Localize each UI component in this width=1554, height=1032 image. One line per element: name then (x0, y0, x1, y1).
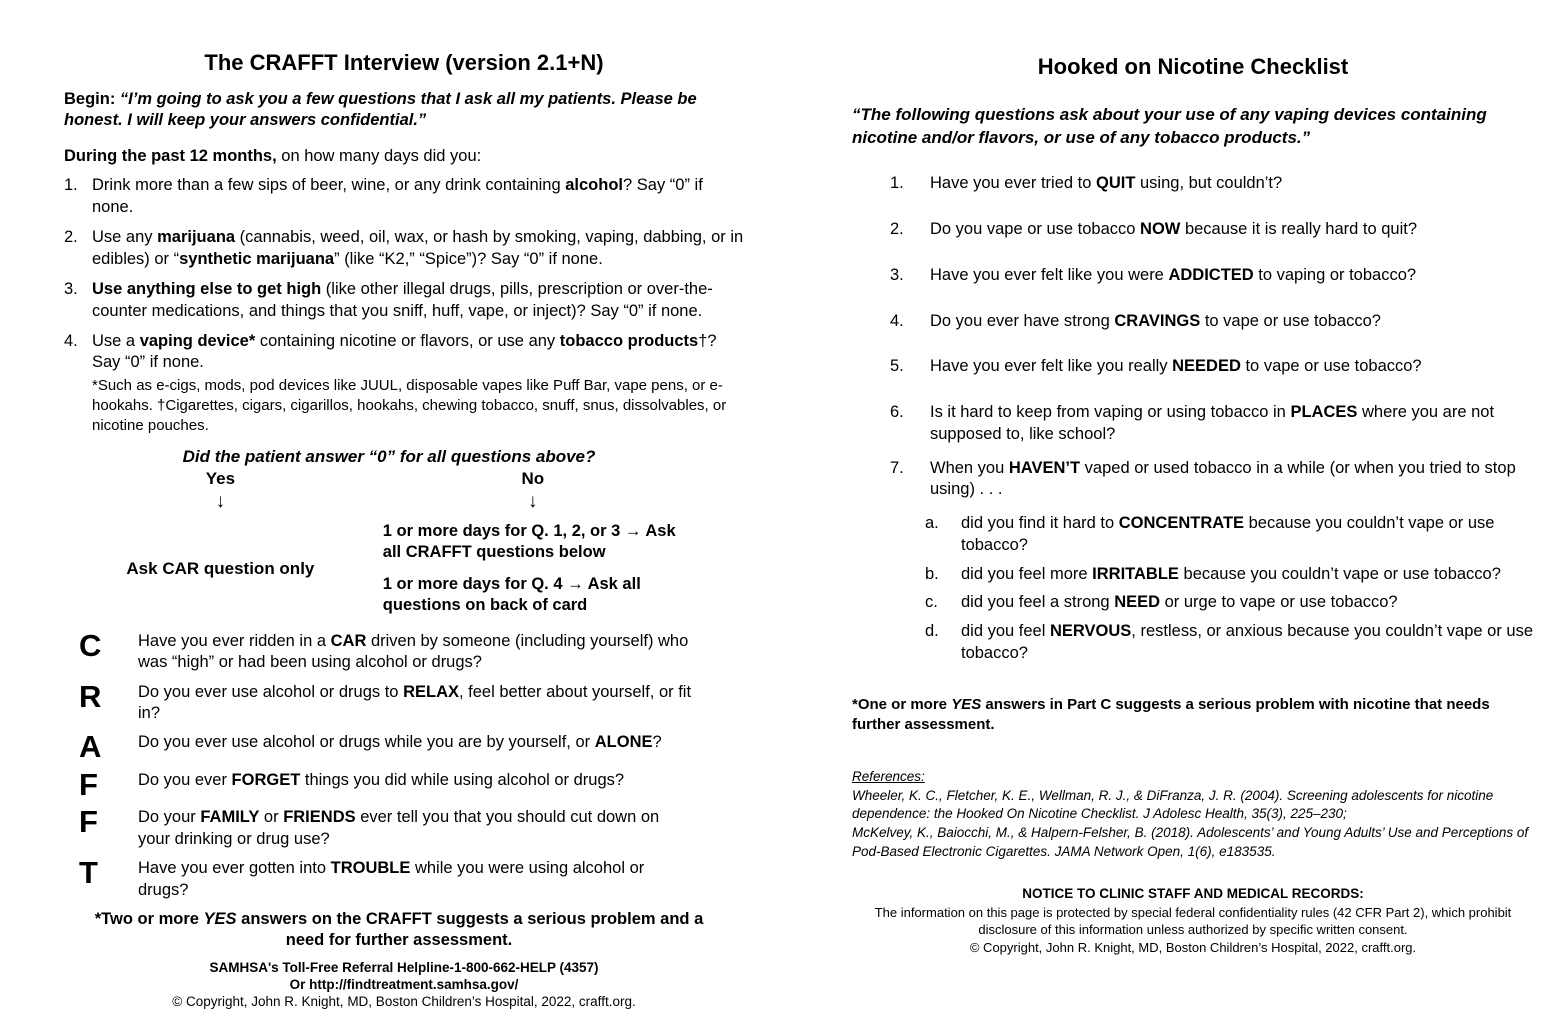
question-number: 5. (890, 357, 904, 376)
question-4-footnote: *Such as e-cigs, mods, pod devices like JUUL, disposable vapes like Puff Bar, vape pens, or e-hookahs. †Cigarettes, cigars, cigarillos, hookahs, chewing tobacco, snuff, snus, dissolvables, or nicotine pouches. (92, 376, 727, 434)
crafft-row-a (64, 729, 744, 765)
question-number: 3. (64, 280, 78, 299)
subquestion-c (925, 592, 1534, 614)
begin-script: Begin: “I’m going to ask you a few questions that I ask all my patients. Please be honest. I will keep your answers confidential.” (64, 90, 697, 130)
subquestion-letter: d. (925, 622, 939, 641)
findtreatment-url: Or http://findtreatment.samhsa.gov/ (289, 977, 519, 993)
crafft-question: Have you ever ridden in a CAR driven by someone (including yourself) who was “high” or had been using alcohol or drugs? (138, 631, 689, 672)
crafft-row-r (64, 678, 744, 725)
left-copyright: © Copyright, John R. Knight, MD, Boston Children’s Hospital, 2022, crafft.org. (172, 994, 636, 1010)
no-action-1: 1 or more days for Q. 1, 2, or 3 → Ask all CRAFFT questions below (382, 521, 676, 562)
question-text: Have you ever felt like you were ADDICTED to vaping or tobacco? (930, 265, 1417, 284)
reference-wheeler: Wheeler, K. C., Fletcher, K. E., Wellman, R. J., & DiFranza, J. R. (2004). Screening adolescents for nicotine dependence: the Hooked On Nicotine Checklist. J Adolesc Health, 35(3), 225–230; (852, 787, 1494, 822)
question-number: 2. (890, 219, 904, 238)
screening-question-3 (64, 279, 744, 322)
decision-branch-no (377, 469, 744, 617)
subquestion-text: did you find it hard to CONCENTRATE because you couldn’t vape or use tobacco? (961, 514, 1495, 554)
crafft-question-list (64, 627, 744, 901)
question-text: Use any marijuana (cannabis, weed, oil, wax, or hash by smoking, vaping, dabbing, or in edibles) or “synthetic marijuana” (like “K2,” “Spice”)? Say “0” if none. (92, 228, 744, 268)
crafft-row-t (64, 855, 744, 901)
question-number: 4. (890, 311, 904, 330)
subquestion-d (925, 621, 1534, 665)
down-arrow-icon: ↓ (215, 491, 226, 513)
question-number: 4. (64, 331, 78, 350)
right-copyright: © Copyright, John R. Knight, MD, Boston Children’s Hospital, 2022, crafft.org. (969, 939, 1417, 955)
screening-question-list (64, 175, 744, 435)
question-text: Have you ever tried to QUIT using, but couldn’t? (930, 174, 1283, 193)
decision-branches (64, 469, 744, 617)
subquestion-b (925, 564, 1534, 586)
references-section (852, 768, 1534, 861)
nicotine-question-5 (890, 356, 1534, 378)
subquestion-text: did you feel more IRRITABLE because you couldn’t vape or use tobacco? (961, 564, 1501, 583)
question-text (92, 331, 744, 436)
question-text: Use anything else to get high (like other illegal drugs, pills, prescription or over-the-counter medications, and things that you sniff, huff, vape, or inject)? Say “0” if none. (92, 280, 713, 320)
subquestion-letter: c. (925, 593, 938, 612)
crafft-interview-panel (64, 0, 744, 1032)
checklist-title: Hooked on Nicotine Checklist (1037, 54, 1349, 79)
screening-question-2 (64, 227, 744, 270)
no-branch-content (383, 469, 683, 617)
nicotine-question-4 (890, 311, 1534, 333)
nicotine-question-2 (890, 219, 1534, 241)
crafft-letter: C (79, 627, 102, 663)
decision-question: Did the patient answer “0” for all questions above? (182, 446, 596, 466)
crafft-row-f1 (64, 766, 744, 802)
question-text: Have you ever felt like you really NEEDED to vape or use tobacco? (930, 357, 1422, 376)
question-text: Do you vape or use tobacco NOW because it is really hard to quit? (930, 219, 1418, 238)
crafft-letter: A (79, 729, 102, 765)
crafft-title: The CRAFFT Interview (version 2.1+N) (204, 50, 604, 75)
references-label: References: (852, 769, 925, 785)
no-branch-header (383, 469, 683, 513)
crafft-row-f2 (64, 804, 744, 850)
question-text: Do you ever have strong CRAVINGS to vape or use tobacco? (930, 311, 1381, 330)
question-number: 6. (890, 403, 904, 422)
nicotine-scoring-warning: *One or more YES answers in Part C suggests a serious problem with nicotine that needs further assessment. (852, 695, 1490, 733)
question-number: 1. (890, 174, 904, 193)
crafft-question: Have you ever gotten into TROUBLE while you were using alcohol or drugs? (138, 859, 645, 899)
no-label: No (521, 468, 545, 488)
question-number: 7. (890, 458, 904, 477)
subquestion-text: did you feel a strong NEED or urge to vape or use tobacco? (961, 593, 1398, 612)
screening-question-4 (64, 331, 744, 436)
checklist-intro-script: “The following questions ask about your use of any vaping devices containing nicotine and/or flavors, or use of any tobacco products.” (852, 105, 1487, 147)
crafft-letter: F (79, 804, 98, 840)
nicotine-question-list (852, 173, 1534, 501)
question-text-main: Use a vaping device* containing nicotine or flavors, or use any tobacco products†? Say “0” if none. (92, 331, 717, 372)
screening-question-1 (64, 175, 744, 218)
question-number: 3. (890, 265, 904, 284)
crafft-row-c (64, 627, 744, 674)
notice-title: NOTICE TO CLINIC STAFF AND MEDICAL RECORDS: (1022, 886, 1364, 902)
nicotine-question-1 (890, 173, 1534, 195)
yes-label: Yes (205, 468, 236, 488)
question-number: 2. (64, 228, 78, 247)
reference-mckelvey: McKelvey, K., Baiocchi, M., & Halpern-Felsher, B. (2018). Adolescents’ and Young Adults’ Use and Perceptions of Pod-Based Electronic Cigarettes. JAMA Network Open, 1(6), e183535. (852, 825, 1529, 859)
withdrawal-subquestion-list (852, 513, 1534, 665)
nicotine-question-6 (890, 402, 1534, 446)
decision-flow (64, 447, 744, 617)
down-arrow-icon: ↓ (528, 491, 538, 513)
crafft-question: Do you ever use alcohol or drugs to RELAX, feel better about yourself, or fit in? (138, 682, 692, 722)
subquestion-letter: a. (925, 514, 939, 533)
notice-body: The information on this page is protected by special federal confidentiality rules (42 CFR Part 2), which prohibit disclosure of this information unless authorized by specific written consent. (874, 904, 1512, 938)
crafft-letter: R (79, 678, 102, 714)
yes-action: Ask CAR question only (126, 558, 315, 578)
question-text: Drink more than a few sips of beer, wine, or any drink containing alcohol? Say “0” if none. (92, 176, 703, 216)
subquestion-text: did you feel NERVOUS, restless, or anxious because you couldn’t vape or use tobacco? (961, 622, 1534, 662)
crafft-question: Do you ever use alcohol or drugs while you are by yourself, or ALONE? (138, 733, 662, 752)
no-action-2: 1 or more days for Q. 4 → Ask all questions on back of card (382, 574, 641, 615)
subquestion-a (925, 513, 1534, 557)
nicotine-question-7 (890, 458, 1534, 502)
during-past-12-months-lead: During the past 12 months, on how many days did you: (64, 146, 482, 165)
left-panel-footer (64, 960, 744, 1011)
clinic-notice-section (852, 885, 1534, 956)
decision-branch-yes (64, 469, 377, 617)
nicotine-question-3 (890, 265, 1534, 287)
crafft-scoring-warning: *Two or more YES answers on the CRAFFT suggests a serious problem and a need for further assessment. (94, 910, 704, 949)
crafft-question: Do you ever FORGET things you did while using alcohol or drugs? (138, 770, 625, 789)
crafft-question: Do your FAMILY or FRIENDS ever tell you that you should cut down on your drinking or drug use? (138, 808, 660, 848)
question-text: Is it hard to keep from vaping or using tobacco in PLACES where you are not supposed to, like school? (930, 403, 1495, 443)
subquestion-letter: b. (925, 564, 939, 583)
question-number: 1. (64, 176, 78, 195)
crafft-letter: F (79, 766, 98, 802)
nicotine-checklist-panel (852, 0, 1534, 1032)
question-text: When you HAVEN’T vaped or used tobacco in a while (or when you tried to stop using) . . . (930, 458, 1516, 499)
crafft-letter: T (79, 855, 98, 891)
samhsa-helpline: SAMHSA's Toll-Free Referral Helpline-1-800-662-HELP (4357) (209, 960, 599, 976)
